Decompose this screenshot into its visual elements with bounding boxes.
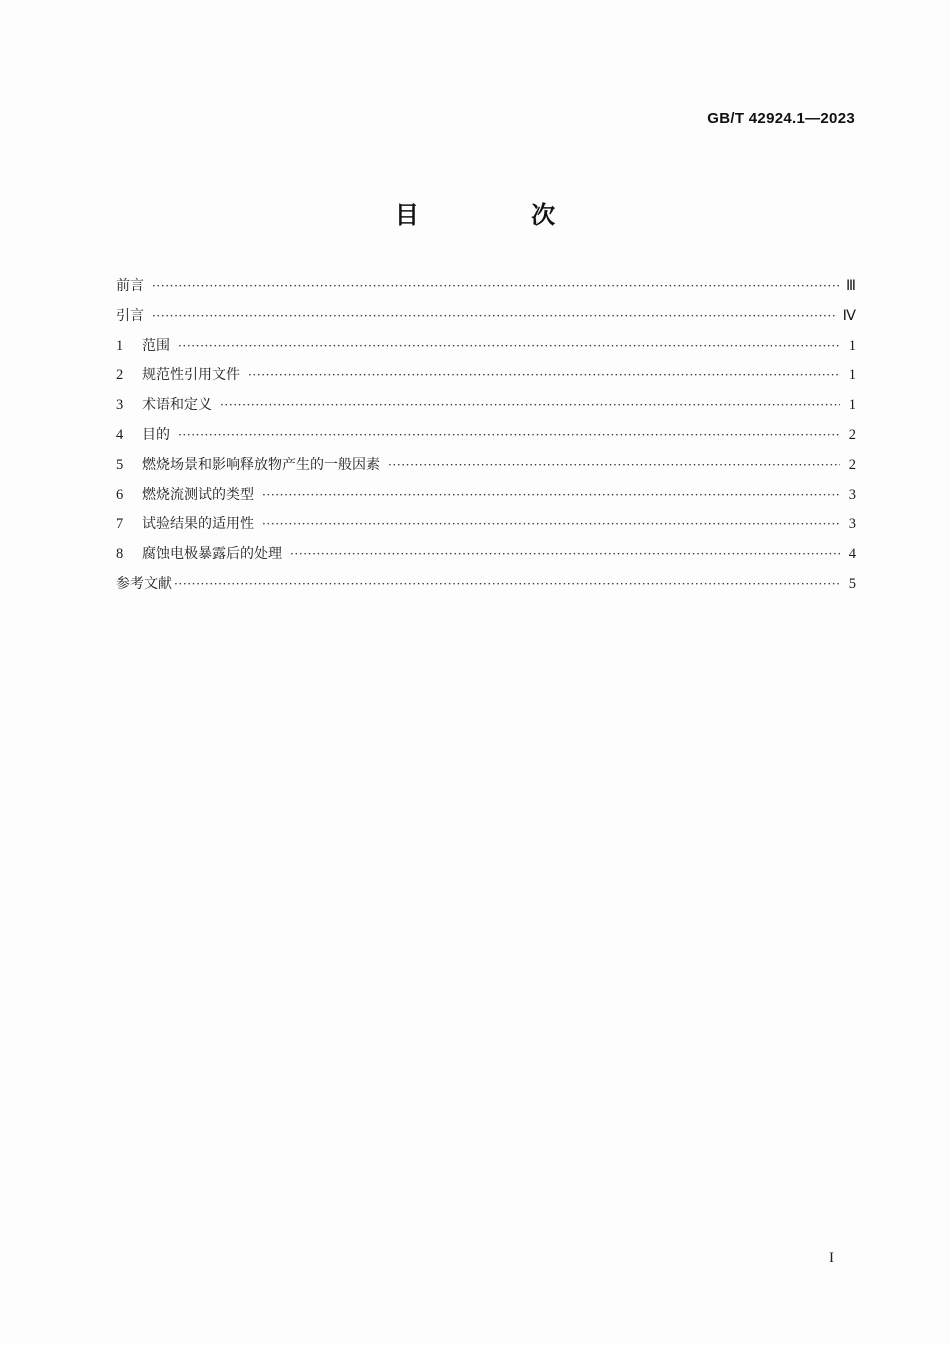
toc-entry-page: 2 [848, 456, 856, 473]
toc-entry-number: 6 [116, 486, 124, 503]
toc-entry-5[interactable] [116, 455, 856, 485]
toc-leader-dots [248, 365, 840, 385]
toc-entry-page: Ⅳ [842, 307, 856, 324]
toc-entry-label: 术语和定义 [142, 397, 212, 414]
toc-entry-label: 试验结果的适用性 [142, 516, 254, 533]
toc-entry-page: 2 [848, 426, 856, 443]
toc-entry-page: 1 [848, 367, 856, 384]
toc-entry-page: 1 [848, 337, 856, 354]
toc-title: 目 次 [394, 201, 608, 229]
toc-entry-number: 8 [116, 546, 124, 563]
toc-entry-number: 3 [116, 397, 124, 414]
toc-leader-dots [178, 336, 840, 356]
toc-entry-label: 前言 [116, 278, 144, 294]
toc-entry-2[interactable] [116, 365, 856, 395]
standard-code: GB/T 42924.1—2023 [707, 110, 855, 127]
toc-entry-3[interactable] [116, 395, 856, 425]
page-number: I [829, 1250, 834, 1266]
toc-leader-dots [220, 395, 840, 415]
toc-entry-number: 7 [116, 516, 124, 533]
toc-entry-label: 目的 [142, 426, 170, 443]
toc-entry-number: 1 [116, 337, 124, 354]
toc-entry-page: 5 [848, 575, 856, 592]
toc-entry-7[interactable] [116, 514, 856, 544]
table-of-contents [116, 276, 856, 604]
toc-entry-number: 4 [116, 426, 124, 443]
toc-entry-label: 参考文献 [116, 575, 172, 592]
toc-entry-introduction[interactable] [116, 306, 856, 336]
toc-leader-dots [152, 306, 837, 326]
toc-leader-dots [178, 425, 840, 445]
toc-leader-dots [262, 485, 840, 505]
toc-entry-number: 5 [116, 456, 124, 473]
toc-leader-dots [152, 276, 840, 296]
toc-leader-dots [262, 514, 840, 534]
toc-entry-label: 燃烧流测试的类型 [142, 486, 254, 503]
toc-leader-dots [174, 574, 840, 594]
toc-entry-bibliography[interactable] [116, 574, 856, 604]
toc-entry-label: 引言 [116, 307, 144, 324]
toc-entry-6[interactable] [116, 485, 856, 515]
toc-entry-page: 3 [848, 516, 856, 533]
toc-entry-4[interactable] [116, 425, 856, 455]
toc-entry-8[interactable] [116, 544, 856, 574]
toc-leader-dots [290, 544, 840, 564]
toc-entry-foreword[interactable] [116, 276, 856, 306]
toc-entry-number: 2 [116, 367, 124, 384]
toc-entry-1[interactable] [116, 336, 856, 366]
toc-entry-label: 腐蚀电极暴露后的处理 [142, 546, 282, 563]
toc-entry-label: 燃烧场景和影响释放物产生的一般因素 [142, 456, 380, 473]
toc-entry-page: 4 [848, 546, 856, 563]
toc-entry-label: 范围 [142, 337, 170, 354]
toc-entry-label: 规范性引用文件 [142, 367, 240, 384]
toc-entry-page: 3 [848, 486, 856, 503]
toc-entry-page: 1 [848, 397, 856, 414]
toc-entry-page: Ⅲ [846, 278, 856, 294]
toc-leader-dots [388, 455, 840, 475]
